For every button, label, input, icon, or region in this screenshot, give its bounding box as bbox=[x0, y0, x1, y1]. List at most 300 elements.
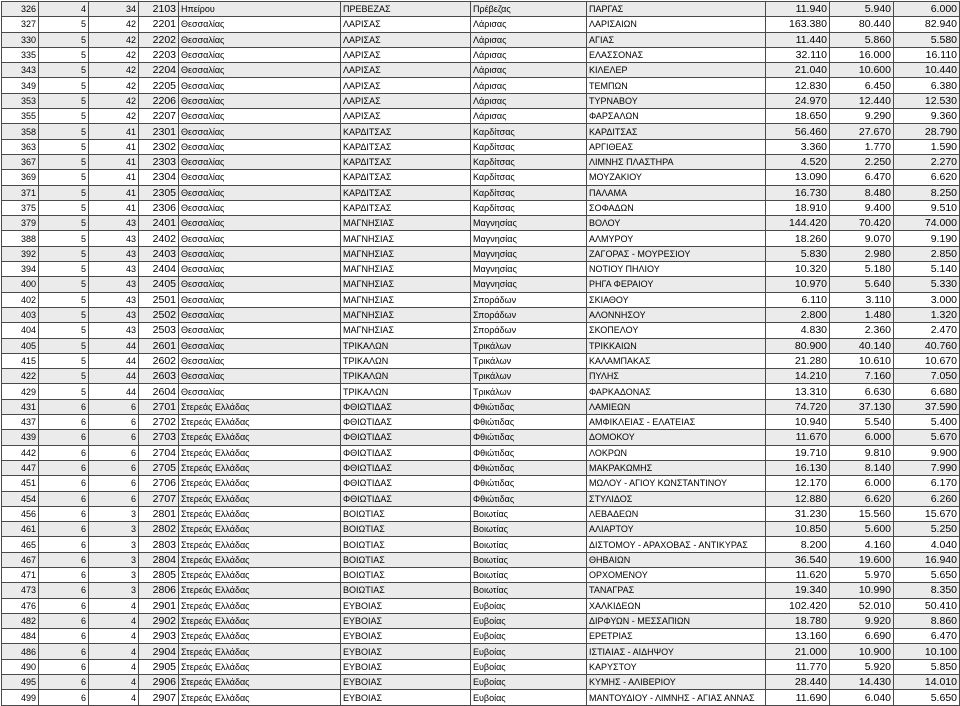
region-code-cell: 5 bbox=[39, 246, 89, 261]
prefecture-code-cell: 43 bbox=[89, 307, 139, 322]
municipality-code-cell: 2906 bbox=[139, 675, 179, 690]
region-cell: Στερεάς Ελλάδας bbox=[179, 552, 341, 567]
female-cell: 5.650 bbox=[894, 690, 960, 705]
municipality-cell: ΠΥΛΗΣ bbox=[587, 369, 766, 384]
prefecture-upper-cell: ΦΘΙΩΤΙΔΑΣ bbox=[341, 460, 471, 475]
prefecture-cell: Λάρισας bbox=[471, 63, 587, 78]
region-code-cell: 5 bbox=[39, 307, 89, 322]
municipality-cell: ΤΥΡΝΑΒΟΥ bbox=[587, 93, 766, 108]
prefecture-upper-cell: ΚΑΡΔΙΤΣΑΣ bbox=[341, 154, 471, 169]
prefecture-upper-cell: ΦΘΙΩΤΙΔΑΣ bbox=[341, 476, 471, 491]
region-cell: Θεσσαλίας bbox=[179, 231, 341, 246]
prefecture-upper-cell: ΕΥΒΟΙΑΣ bbox=[341, 659, 471, 674]
region-cell: Στερεάς Ελλάδας bbox=[179, 399, 341, 414]
prefecture-code-cell: 41 bbox=[89, 200, 139, 215]
municipality-code-cell: 2201 bbox=[139, 17, 179, 32]
prefecture-cell: Ευβοίας bbox=[471, 598, 587, 613]
table-row bbox=[2, 583, 960, 598]
prefecture-cell: Λάρισας bbox=[471, 78, 587, 93]
region-code-cell: 5 bbox=[39, 277, 89, 292]
total-cell: 11.670 bbox=[766, 430, 830, 445]
total-cell: 12.170 bbox=[766, 476, 830, 491]
female-cell: 2.850 bbox=[894, 246, 960, 261]
municipality-code-cell: 2404 bbox=[139, 262, 179, 277]
region-code-cell: 6 bbox=[39, 644, 89, 659]
male-cell: 10.600 bbox=[830, 63, 894, 78]
prefecture-cell: Καρδίτσας bbox=[471, 124, 587, 139]
table-row bbox=[2, 675, 960, 690]
prefecture-cell: Φθιώτιδας bbox=[471, 399, 587, 414]
table-row bbox=[2, 598, 960, 613]
prefecture-upper-cell: ΤΡΙΚΑΛΩΝ bbox=[341, 384, 471, 399]
region-code-cell: 5 bbox=[39, 185, 89, 200]
total-cell: 74.720 bbox=[766, 399, 830, 414]
total-cell: 56.460 bbox=[766, 124, 830, 139]
total-cell: 18.910 bbox=[766, 200, 830, 215]
prefecture-upper-cell: ΜΑΓΝΗΣΙΑΣ bbox=[341, 292, 471, 307]
prefecture-upper-cell: ΦΘΙΩΤΙΔΑΣ bbox=[341, 399, 471, 414]
female-cell: 9.190 bbox=[894, 231, 960, 246]
female-cell: 28.790 bbox=[894, 124, 960, 139]
municipality-code-cell: 2702 bbox=[139, 415, 179, 430]
region-code-cell: 6 bbox=[39, 675, 89, 690]
male-cell: 6.450 bbox=[830, 78, 894, 93]
table-row bbox=[2, 2, 960, 17]
id-cell: 447 bbox=[2, 460, 39, 475]
prefecture-code-cell: 44 bbox=[89, 369, 139, 384]
male-cell: 5.940 bbox=[830, 2, 894, 17]
municipality-cell: ΚΙΛΕΛΕΡ bbox=[587, 63, 766, 78]
prefecture-cell: Λάρισας bbox=[471, 32, 587, 47]
region-code-cell: 5 bbox=[39, 262, 89, 277]
region-cell: Στερεάς Ελλάδας bbox=[179, 675, 341, 690]
region-code-cell: 5 bbox=[39, 63, 89, 78]
prefecture-cell: Τρικάλων bbox=[471, 369, 587, 384]
region-code-cell: 5 bbox=[39, 323, 89, 338]
municipality-cell: ΛΟΚΡΩΝ bbox=[587, 445, 766, 460]
prefecture-cell: Τρικάλων bbox=[471, 338, 587, 353]
id-cell: 476 bbox=[2, 598, 39, 613]
municipality-code-cell: 2603 bbox=[139, 369, 179, 384]
prefecture-cell: Βοιωτίας bbox=[471, 537, 587, 552]
municipality-cell: ΠΑΛΑΜΑ bbox=[587, 185, 766, 200]
total-cell: 36.540 bbox=[766, 552, 830, 567]
municipality-code-cell: 2202 bbox=[139, 32, 179, 47]
id-cell: 490 bbox=[2, 659, 39, 674]
municipality-cell: ΑΛΙΑΡΤΟΥ bbox=[587, 522, 766, 537]
female-cell: 10.100 bbox=[894, 644, 960, 659]
municipality-cell: ΚΑΡΥΣΤΟΥ bbox=[587, 659, 766, 674]
prefecture-upper-cell: ΚΑΡΔΙΤΣΑΣ bbox=[341, 200, 471, 215]
prefecture-upper-cell: ΚΑΡΔΙΤΣΑΣ bbox=[341, 124, 471, 139]
prefecture-upper-cell: ΛΑΡΙΣΑΣ bbox=[341, 78, 471, 93]
region-cell: Θεσσαλίας bbox=[179, 277, 341, 292]
municipality-code-cell: 2805 bbox=[139, 567, 179, 582]
prefecture-cell: Μαγνησίας bbox=[471, 246, 587, 261]
id-cell: 437 bbox=[2, 415, 39, 430]
prefecture-cell: Ευβοίας bbox=[471, 629, 587, 644]
municipality-cell: ΠΑΡΓΑΣ bbox=[587, 2, 766, 17]
prefecture-upper-cell: ΕΥΒΟΙΑΣ bbox=[341, 629, 471, 644]
total-cell: 18.650 bbox=[766, 109, 830, 124]
prefecture-code-cell: 41 bbox=[89, 154, 139, 169]
female-cell: 50.410 bbox=[894, 598, 960, 613]
male-cell: 8.480 bbox=[830, 185, 894, 200]
prefecture-cell: Ευβοίας bbox=[471, 659, 587, 674]
table-row bbox=[2, 369, 960, 384]
total-cell: 6.110 bbox=[766, 292, 830, 307]
total-cell: 18.780 bbox=[766, 613, 830, 628]
prefecture-code-cell: 42 bbox=[89, 32, 139, 47]
female-cell: 82.940 bbox=[894, 17, 960, 32]
prefecture-cell: Φθιώτιδας bbox=[471, 476, 587, 491]
total-cell: 10.850 bbox=[766, 522, 830, 537]
prefecture-upper-cell: ΜΑΓΝΗΣΙΑΣ bbox=[341, 323, 471, 338]
female-cell: 9.360 bbox=[894, 109, 960, 124]
male-cell: 2.360 bbox=[830, 323, 894, 338]
male-cell: 6.620 bbox=[830, 491, 894, 506]
table-row bbox=[2, 323, 960, 338]
id-cell: 358 bbox=[2, 124, 39, 139]
female-cell: 2.470 bbox=[894, 323, 960, 338]
prefecture-cell: Σποράδων bbox=[471, 323, 587, 338]
prefecture-cell: Βοιωτίας bbox=[471, 506, 587, 521]
municipality-cell: ΤΑΝΑΓΡΑΣ bbox=[587, 583, 766, 598]
prefecture-upper-cell: ΛΑΡΙΣΑΣ bbox=[341, 47, 471, 62]
table-row bbox=[2, 629, 960, 644]
male-cell: 10.610 bbox=[830, 353, 894, 368]
municipality-cell: ΤΕΜΠΩΝ bbox=[587, 78, 766, 93]
region-cell: Στερεάς Ελλάδας bbox=[179, 522, 341, 537]
region-cell: Θεσσαλίας bbox=[179, 32, 341, 47]
total-cell: 11.440 bbox=[766, 32, 830, 47]
female-cell: 4.040 bbox=[894, 537, 960, 552]
prefecture-code-cell: 44 bbox=[89, 338, 139, 353]
female-cell: 6.620 bbox=[894, 170, 960, 185]
municipality-code-cell: 2902 bbox=[139, 613, 179, 628]
region-cell: Στερεάς Ελλάδας bbox=[179, 491, 341, 506]
municipality-code-cell: 2305 bbox=[139, 185, 179, 200]
table-row bbox=[2, 644, 960, 659]
municipality-cell: ΕΛΑΣΣΟΝΑΣ bbox=[587, 47, 766, 62]
municipality-cell: ΦΑΡΚΑΔΟΝΑΣ bbox=[587, 384, 766, 399]
municipality-code-cell: 2402 bbox=[139, 231, 179, 246]
male-cell: 6.690 bbox=[830, 629, 894, 644]
table-row bbox=[2, 415, 960, 430]
municipality-cell: ΛΑΜΙΕΩΝ bbox=[587, 399, 766, 414]
total-cell: 21.280 bbox=[766, 353, 830, 368]
municipality-cell: ΚΥΜΗΣ - ΑΛΙΒΕΡΙΟΥ bbox=[587, 675, 766, 690]
municipality-code-cell: 2501 bbox=[139, 292, 179, 307]
female-cell: 8.350 bbox=[894, 583, 960, 598]
municipality-cell: ΑΡΓΙΘΕΑΣ bbox=[587, 139, 766, 154]
prefecture-cell: Φθιώτιδας bbox=[471, 415, 587, 430]
table-body bbox=[2, 2, 960, 706]
region-code-cell: 6 bbox=[39, 629, 89, 644]
id-cell: 454 bbox=[2, 491, 39, 506]
region-cell: Θεσσαλίας bbox=[179, 93, 341, 108]
prefecture-upper-cell: ΕΥΒΟΙΑΣ bbox=[341, 675, 471, 690]
municipality-code-cell: 2601 bbox=[139, 338, 179, 353]
region-code-cell: 5 bbox=[39, 32, 89, 47]
prefecture-upper-cell: ΒΟΙΩΤΙΑΣ bbox=[341, 537, 471, 552]
id-cell: 400 bbox=[2, 277, 39, 292]
prefecture-code-cell: 6 bbox=[89, 476, 139, 491]
region-cell: Στερεάς Ελλάδας bbox=[179, 567, 341, 582]
table-row bbox=[2, 399, 960, 414]
id-cell: 349 bbox=[2, 78, 39, 93]
total-cell: 10.940 bbox=[766, 415, 830, 430]
total-cell: 19.710 bbox=[766, 445, 830, 460]
region-code-cell: 6 bbox=[39, 460, 89, 475]
region-code-cell: 5 bbox=[39, 109, 89, 124]
region-code-cell: 5 bbox=[39, 231, 89, 246]
region-cell: Θεσσαλίας bbox=[179, 292, 341, 307]
prefecture-cell: Καρδίτσας bbox=[471, 154, 587, 169]
prefecture-cell: Ευβοίας bbox=[471, 644, 587, 659]
male-cell: 3.110 bbox=[830, 292, 894, 307]
municipality-cell: ΑΓΙΑΣ bbox=[587, 32, 766, 47]
id-cell: 495 bbox=[2, 675, 39, 690]
prefecture-cell: Φθιώτιδας bbox=[471, 430, 587, 445]
region-code-cell: 6 bbox=[39, 537, 89, 552]
female-cell: 6.380 bbox=[894, 78, 960, 93]
female-cell: 6.170 bbox=[894, 476, 960, 491]
total-cell: 163.380 bbox=[766, 17, 830, 32]
municipality-cell: ΙΣΤΙΑΙΑΣ - ΑΙΔΗΨΟΥ bbox=[587, 644, 766, 659]
region-code-cell: 6 bbox=[39, 445, 89, 460]
prefecture-code-cell: 4 bbox=[89, 659, 139, 674]
id-cell: 484 bbox=[2, 629, 39, 644]
region-code-cell: 5 bbox=[39, 124, 89, 139]
municipality-code-cell: 2905 bbox=[139, 659, 179, 674]
prefecture-cell: Ευβοίας bbox=[471, 675, 587, 690]
table-row bbox=[2, 17, 960, 32]
id-cell: 442 bbox=[2, 445, 39, 460]
municipality-cell: ΚΑΡΔΙΤΣΑΣ bbox=[587, 124, 766, 139]
female-cell: 5.400 bbox=[894, 415, 960, 430]
prefecture-code-cell: 3 bbox=[89, 506, 139, 521]
region-code-cell: 6 bbox=[39, 430, 89, 445]
male-cell: 5.600 bbox=[830, 522, 894, 537]
female-cell: 5.670 bbox=[894, 430, 960, 445]
region-cell: Θεσσαλίας bbox=[179, 262, 341, 277]
municipality-cell: ΛΕΒΑΔΕΩΝ bbox=[587, 506, 766, 521]
prefecture-upper-cell: ΦΘΙΩΤΙΔΑΣ bbox=[341, 445, 471, 460]
municipality-cell: ΘΗΒΑΙΩΝ bbox=[587, 552, 766, 567]
prefecture-upper-cell: ΛΑΡΙΣΑΣ bbox=[341, 63, 471, 78]
female-cell: 1.320 bbox=[894, 307, 960, 322]
municipality-code-cell: 2802 bbox=[139, 522, 179, 537]
municipality-code-cell: 2303 bbox=[139, 154, 179, 169]
region-cell: Θεσσαλίας bbox=[179, 170, 341, 185]
prefecture-upper-cell: ΛΑΡΙΣΑΣ bbox=[341, 93, 471, 108]
prefecture-code-cell: 43 bbox=[89, 246, 139, 261]
region-cell: Θεσσαλίας bbox=[179, 185, 341, 200]
female-cell: 16.940 bbox=[894, 552, 960, 567]
id-cell: 326 bbox=[2, 2, 39, 17]
prefecture-upper-cell: ΕΥΒΟΙΑΣ bbox=[341, 690, 471, 705]
id-cell: 379 bbox=[2, 216, 39, 231]
total-cell: 18.260 bbox=[766, 231, 830, 246]
municipality-code-cell: 2804 bbox=[139, 552, 179, 567]
prefecture-upper-cell: ΛΑΡΙΣΑΣ bbox=[341, 17, 471, 32]
table-row bbox=[2, 460, 960, 475]
municipality-code-cell: 2806 bbox=[139, 583, 179, 598]
male-cell: 9.920 bbox=[830, 613, 894, 628]
region-cell: Θεσσαλίας bbox=[179, 17, 341, 32]
table-row bbox=[2, 506, 960, 521]
prefecture-code-cell: 44 bbox=[89, 353, 139, 368]
prefecture-cell: Ευβοίας bbox=[471, 690, 587, 705]
table-row bbox=[2, 476, 960, 491]
prefecture-upper-cell: ΛΑΡΙΣΑΣ bbox=[341, 109, 471, 124]
region-code-cell: 5 bbox=[39, 78, 89, 93]
prefecture-upper-cell: ΜΑΓΝΗΣΙΑΣ bbox=[341, 231, 471, 246]
region-cell: Στερεάς Ελλάδας bbox=[179, 537, 341, 552]
female-cell: 8.250 bbox=[894, 185, 960, 200]
municipality-cell: ΡΗΓΑ ΦΕΡΑΙΟΥ bbox=[587, 277, 766, 292]
region-cell: Θεσσαλίας bbox=[179, 200, 341, 215]
prefecture-code-cell: 42 bbox=[89, 47, 139, 62]
prefecture-code-cell: 41 bbox=[89, 170, 139, 185]
male-cell: 37.130 bbox=[830, 399, 894, 414]
id-cell: 327 bbox=[2, 17, 39, 32]
prefecture-code-cell: 43 bbox=[89, 231, 139, 246]
total-cell: 8.200 bbox=[766, 537, 830, 552]
prefecture-code-cell: 42 bbox=[89, 63, 139, 78]
female-cell: 74.000 bbox=[894, 216, 960, 231]
female-cell: 2.270 bbox=[894, 154, 960, 169]
id-cell: 422 bbox=[2, 369, 39, 384]
total-cell: 2.800 bbox=[766, 307, 830, 322]
total-cell: 19.340 bbox=[766, 583, 830, 598]
prefecture-code-cell: 4 bbox=[89, 644, 139, 659]
table-row bbox=[2, 200, 960, 215]
prefecture-upper-cell: ΒΟΙΩΤΙΑΣ bbox=[341, 552, 471, 567]
male-cell: 12.440 bbox=[830, 93, 894, 108]
female-cell: 6.680 bbox=[894, 384, 960, 399]
municipality-code-cell: 2907 bbox=[139, 690, 179, 705]
male-cell: 8.140 bbox=[830, 460, 894, 475]
male-cell: 6.630 bbox=[830, 384, 894, 399]
data-table bbox=[1, 1, 960, 706]
table-row bbox=[2, 690, 960, 705]
region-cell: Στερεάς Ελλάδας bbox=[179, 506, 341, 521]
id-cell: 367 bbox=[2, 154, 39, 169]
region-cell: Θεσσαλίας bbox=[179, 384, 341, 399]
male-cell: 5.540 bbox=[830, 415, 894, 430]
municipality-code-cell: 2304 bbox=[139, 170, 179, 185]
municipality-cell: ΔΙΣΤΟΜΟΥ - ΑΡΑΧΟΒΑΣ - ΑΝΤΙΚΥΡΑΣ bbox=[587, 537, 766, 552]
female-cell: 5.580 bbox=[894, 32, 960, 47]
region-cell: Θεσσαλίας bbox=[179, 353, 341, 368]
female-cell: 3.000 bbox=[894, 292, 960, 307]
region-cell: Θεσσαλίας bbox=[179, 63, 341, 78]
female-cell: 6.470 bbox=[894, 629, 960, 644]
male-cell: 5.970 bbox=[830, 567, 894, 582]
id-cell: 471 bbox=[2, 567, 39, 582]
region-cell: Θεσσαλίας bbox=[179, 139, 341, 154]
municipality-cell: ΚΑΛΑΜΠΑΚΑΣ bbox=[587, 353, 766, 368]
prefecture-cell: Μαγνησίας bbox=[471, 262, 587, 277]
id-cell: 461 bbox=[2, 522, 39, 537]
region-cell: Στερεάς Ελλάδας bbox=[179, 430, 341, 445]
id-cell: 394 bbox=[2, 262, 39, 277]
table-row bbox=[2, 292, 960, 307]
male-cell: 16.000 bbox=[830, 47, 894, 62]
municipality-code-cell: 2401 bbox=[139, 216, 179, 231]
region-cell: Θεσσαλίας bbox=[179, 47, 341, 62]
prefecture-code-cell: 41 bbox=[89, 139, 139, 154]
municipality-cell: ΜΩΛΟΥ - ΑΓΙΟΥ ΚΩΝΣΤΑΝΤΙΝΟΥ bbox=[587, 476, 766, 491]
prefecture-upper-cell: ΒΟΙΩΤΙΑΣ bbox=[341, 522, 471, 537]
table-row bbox=[2, 185, 960, 200]
total-cell: 11.770 bbox=[766, 659, 830, 674]
female-cell: 15.670 bbox=[894, 506, 960, 521]
male-cell: 6.000 bbox=[830, 430, 894, 445]
prefecture-upper-cell: ΦΘΙΩΤΙΔΑΣ bbox=[341, 430, 471, 445]
table-row bbox=[2, 277, 960, 292]
region-cell: Στερεάς Ελλάδας bbox=[179, 613, 341, 628]
municipality-cell: ΣΤΥΛΙΔΟΣ bbox=[587, 491, 766, 506]
prefecture-upper-cell: ΒΟΙΩΤΙΑΣ bbox=[341, 567, 471, 582]
region-cell: Θεσσαλίας bbox=[179, 109, 341, 124]
table-row bbox=[2, 384, 960, 399]
table-row bbox=[2, 262, 960, 277]
male-cell: 27.670 bbox=[830, 124, 894, 139]
region-cell: Στερεάς Ελλάδας bbox=[179, 445, 341, 460]
female-cell: 40.760 bbox=[894, 338, 960, 353]
region-cell: Στερεάς Ελλάδας bbox=[179, 644, 341, 659]
region-cell: Θεσσαλίας bbox=[179, 369, 341, 384]
total-cell: 16.730 bbox=[766, 185, 830, 200]
prefecture-cell: Καρδίτσας bbox=[471, 200, 587, 215]
female-cell: 5.850 bbox=[894, 659, 960, 674]
municipality-code-cell: 2502 bbox=[139, 307, 179, 322]
id-cell: 482 bbox=[2, 613, 39, 628]
male-cell: 2.250 bbox=[830, 154, 894, 169]
prefecture-code-cell: 43 bbox=[89, 277, 139, 292]
prefecture-cell: Τρικάλων bbox=[471, 353, 587, 368]
prefecture-code-cell: 42 bbox=[89, 78, 139, 93]
total-cell: 10.320 bbox=[766, 262, 830, 277]
prefecture-code-cell: 6 bbox=[89, 430, 139, 445]
female-cell: 10.670 bbox=[894, 353, 960, 368]
prefecture-upper-cell: ΜΑΓΝΗΣΙΑΣ bbox=[341, 262, 471, 277]
municipality-code-cell: 2604 bbox=[139, 384, 179, 399]
prefecture-upper-cell: ΚΑΡΔΙΤΣΑΣ bbox=[341, 139, 471, 154]
municipality-code-cell: 2205 bbox=[139, 78, 179, 93]
region-cell: Στερεάς Ελλάδας bbox=[179, 598, 341, 613]
prefecture-cell: Μαγνησίας bbox=[471, 231, 587, 246]
municipality-code-cell: 2503 bbox=[139, 323, 179, 338]
municipality-code-cell: 2707 bbox=[139, 491, 179, 506]
male-cell: 9.290 bbox=[830, 109, 894, 124]
female-cell: 16.110 bbox=[894, 47, 960, 62]
municipality-code-cell: 2306 bbox=[139, 200, 179, 215]
table-row bbox=[2, 659, 960, 674]
prefecture-cell: Καρδίτσας bbox=[471, 185, 587, 200]
region-cell: Θεσσαλίας bbox=[179, 307, 341, 322]
municipality-code-cell: 2207 bbox=[139, 109, 179, 124]
prefecture-cell: Φθιώτιδας bbox=[471, 460, 587, 475]
prefecture-code-cell: 6 bbox=[89, 491, 139, 506]
region-code-cell: 5 bbox=[39, 17, 89, 32]
municipality-code-cell: 2405 bbox=[139, 277, 179, 292]
region-code-cell: 6 bbox=[39, 522, 89, 537]
region-code-cell: 5 bbox=[39, 47, 89, 62]
